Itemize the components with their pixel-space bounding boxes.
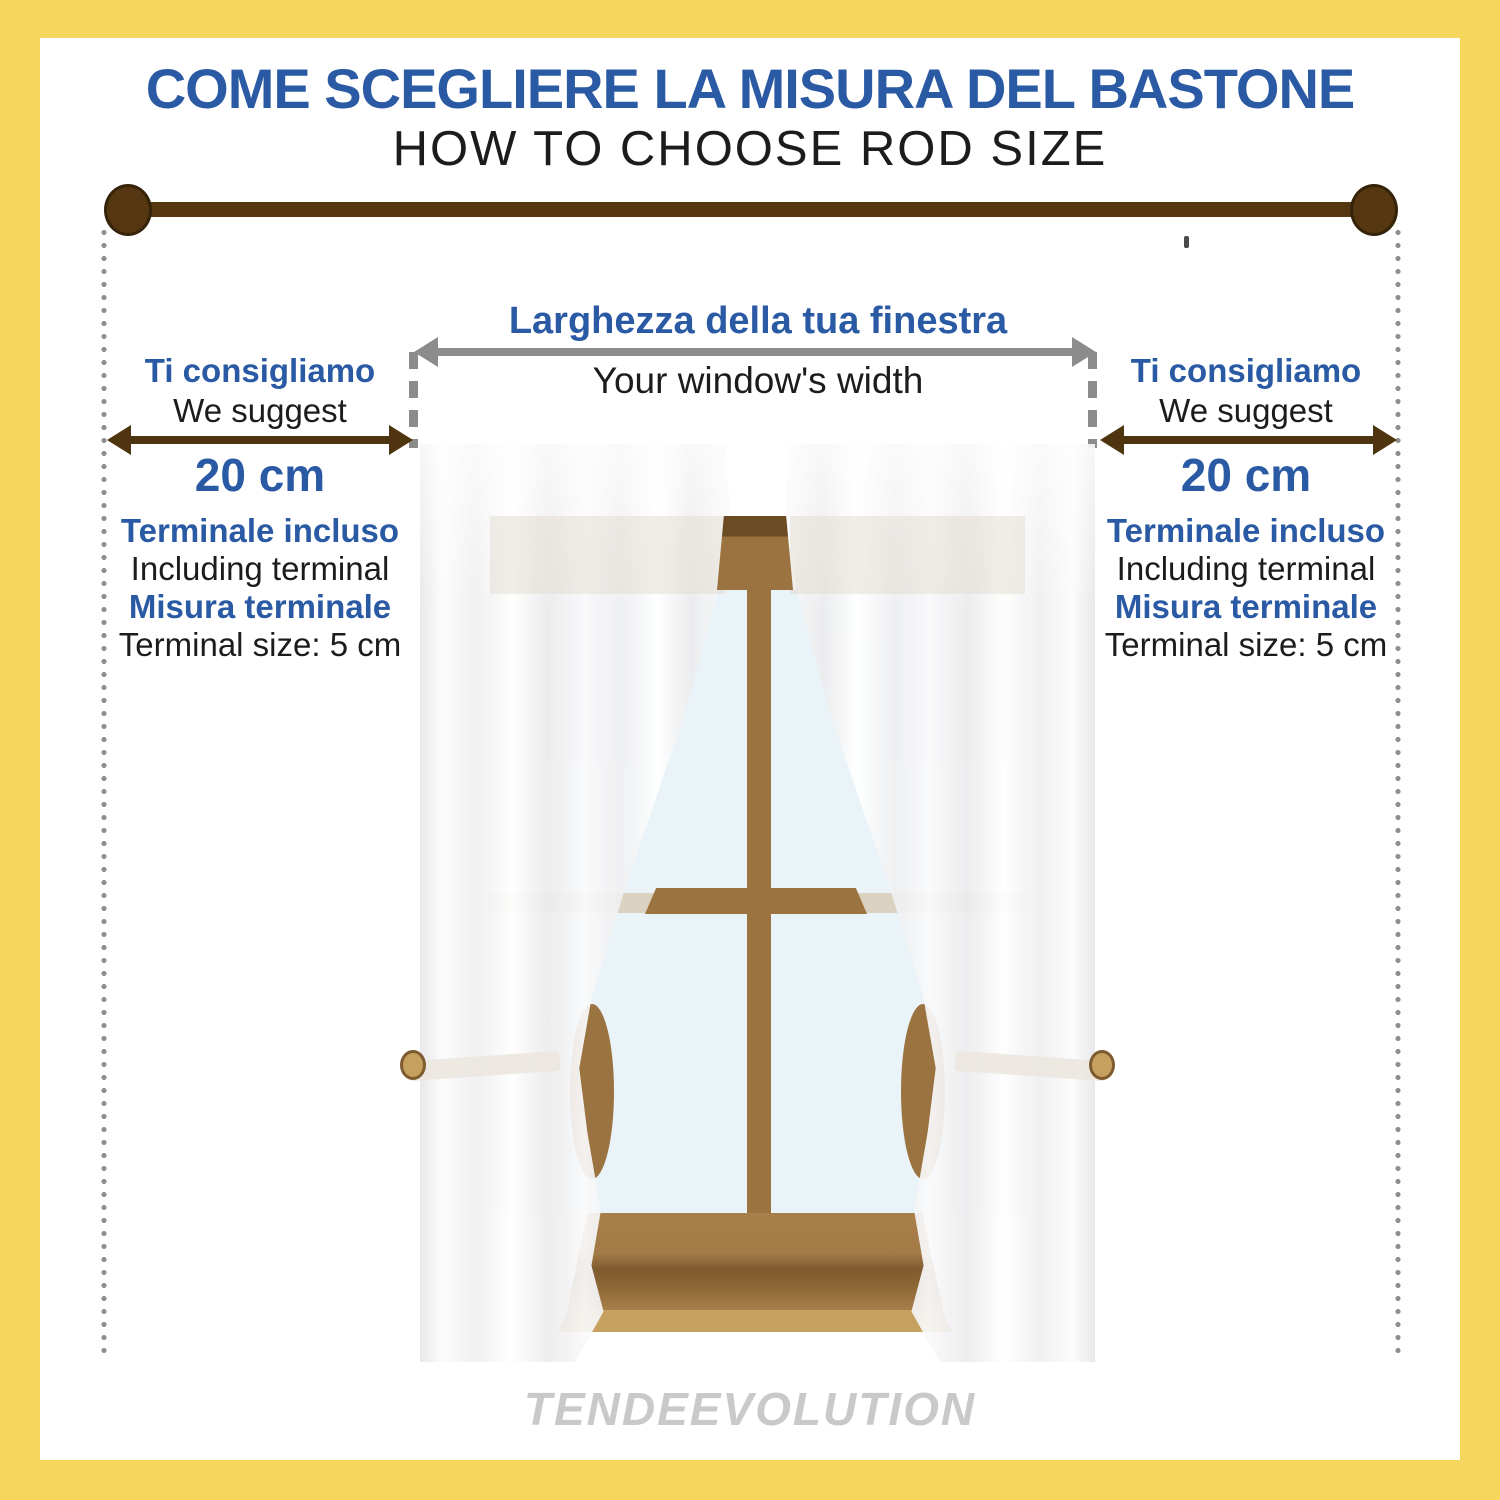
page-title-english: HOW TO CHOOSE ROD SIZE — [392, 122, 1108, 176]
rod-finial-right — [1350, 184, 1398, 236]
curtain-tieback-knob-left — [400, 1050, 426, 1080]
suggested-size-value: 20 cm — [1180, 449, 1312, 501]
stray-mark — [1184, 236, 1189, 248]
window-width-label-italian: Larghezza della tua finestra — [508, 300, 1008, 342]
suggest-label-english: We suggest — [1159, 392, 1333, 429]
terminal-size-italian: Misura terminale — [128, 588, 392, 625]
suggest-label-italian: Ti consigliamo — [1130, 352, 1362, 389]
arrow-shaft — [125, 436, 395, 444]
suggested-size-value: 20 cm — [194, 449, 326, 501]
page-title-italian: COME SCEGLIERE LA MISURA DEL BASTONE — [145, 57, 1355, 120]
window-illustration — [420, 444, 1095, 1362]
terminal-included-italian: Terminale incluso — [120, 512, 400, 549]
terminal-size-italian: Misura terminale — [1114, 588, 1378, 625]
brand-watermark: TENDEEVOLUTION — [523, 1383, 977, 1435]
terminal-size-english: Terminal size: 5 cm — [118, 626, 402, 663]
rod-finial-left — [104, 184, 152, 236]
suggestion-arrow-right — [1100, 425, 1397, 455]
curtain-rod — [128, 202, 1375, 217]
window-width-label-english: Your window's width — [592, 360, 924, 401]
arrow-head-right — [389, 425, 413, 455]
terminal-included-english: Including terminal — [130, 550, 390, 587]
arrow-shaft — [1118, 436, 1379, 444]
terminal-included-english: Including terminal — [1116, 550, 1376, 587]
window-sill-base — [558, 1310, 952, 1332]
curtain-tieback-knob-right — [1089, 1050, 1115, 1080]
sheer-tint-left — [490, 516, 725, 594]
suggestion-arrow-left — [107, 425, 413, 455]
window-sill — [567, 1213, 943, 1310]
sheer-tint-right — [790, 516, 1025, 594]
suggest-label-english: We suggest — [173, 392, 347, 429]
arrow-shaft — [432, 348, 1078, 356]
terminal-size-english: Terminal size: 5 cm — [1104, 626, 1388, 663]
arrow-head-right — [1373, 425, 1397, 455]
window-lintel — [717, 516, 793, 590]
suggest-label-italian: Ti consigliamo — [144, 352, 376, 389]
window-crossbar — [645, 888, 867, 914]
terminal-included-italian: Terminale incluso — [1106, 512, 1386, 549]
